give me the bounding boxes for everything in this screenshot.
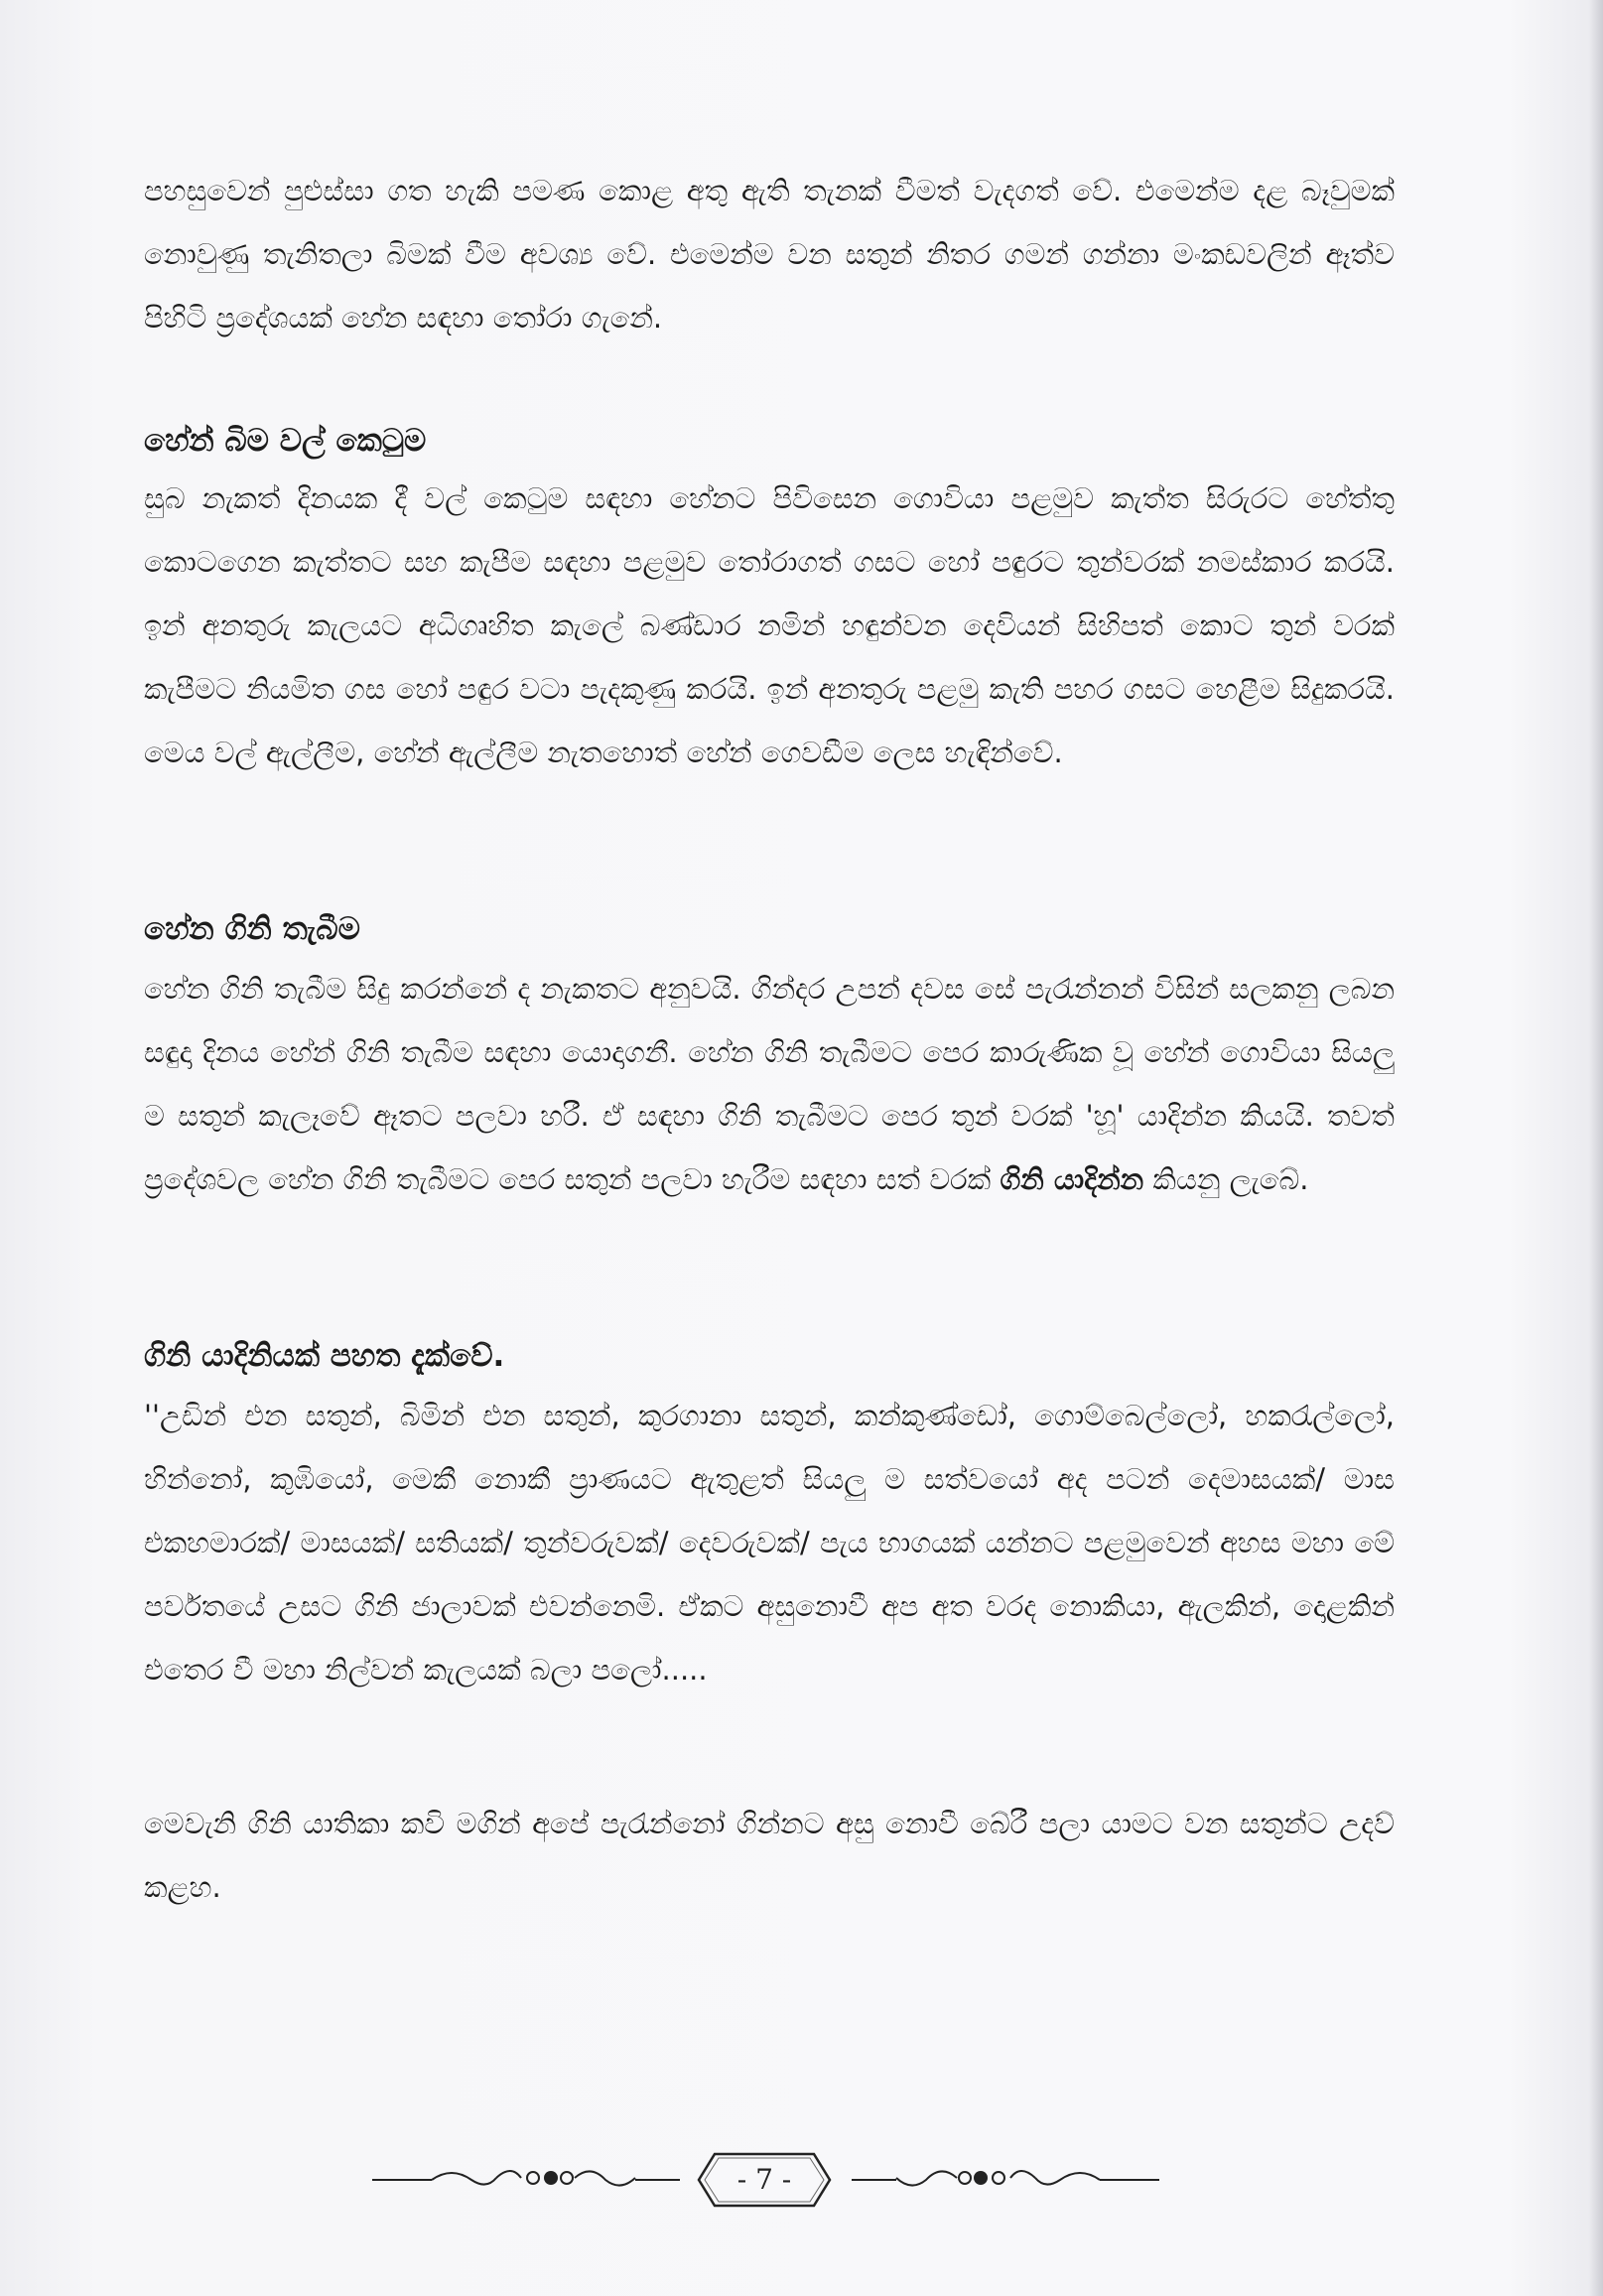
closing-paragraph: මෙවැනි ගිනි යාතිකා කවි මගින් අපේ පැරැන්නෝ ගින්නට අසු නොවී බේරී පලා යාමට වන සතුන්ට උදව් කළහ. [144,1807,1395,1904]
section-heading-burning: හේන ගිනි තැබීම [144,911,360,947]
page-edge-shadow [1589,0,1603,2296]
section-heading-fire-chant: ගිනි යාදිනියක් පහත දැක්වේ. [144,1338,505,1374]
burning-text-part1: හේන ගිනි තැබීම සිදු කරන්නේ ද නැකතට අනුවයි. ගින්දර උපන් දවස සේ පැරැන්නන් විසින් සලකනු ලබන සඳුදා දිනය හේන් ගිනි තැබීම සඳහා යොදාගනී. හේන ගිනි තැබීමට පෙර කාරුණික වූ හේන් ගොවියා සියලු ම සතුන් කැලෑවේ ඈතට පලවා හරී. ඒ සඳහා ගිනි තැබීමට පෙර තුන් වරක් 'හූ' යාදින්න කියයි. තවත් ප්‍රදේශවල හේන ගිනි තැබීමට පෙර සතුන් පලවා හැරීම සඳහා සත් වරක් [144,972,1395,1196]
section-heading-weed-clearing: හේන් බිම වල් කෙටුම [144,423,427,459]
section-body-burning [144,957,1395,1211]
burning-text-part2: කියනු ලැබේ. [1143,1162,1309,1196]
fire-chant-verse: ''උඩින් එන සතුන්, බිමින් එන සතුන්, කුරගානා සතුන්, කන්කුණ්ඩෝ, ගොම්බෙල්ලෝ, හකරැල්ලෝ, හින්නෝ, කුඹියෝ, මෙකී නොකී ප්‍රාණයට ඇතුළත් සියලු ම සත්වයෝ අද පටන් දෙමාසයක්/ මාස එකහමාරක්/ මාසයක්/ සතියක්/ තුන්වරුවක්/ දෙවරුවක්/ පැය භාගයක් යන්නට පළමුවෙන් අහස මහා මේ පර්වතයේ උසට ගිනි ජාලාවක් එවන්නෙමි. ඒකට අසුනොවී අප අත වරද නොකියා, ඇලකින්, දොළකින් එතෙර වී මහා නිල්වන් කැලයක් බලා පලෝ..... [144,1399,1395,1687]
section-body-weed-clearing: සුබ නැකත් දිනයක දී වල් කෙටුම සඳහා හේනට පිවිසෙන ගොවියා පළමුව කැත්ත සිරුරට හේත්තු කොටගෙන කැත්තට සහ කැපීම සඳහා පළමුව තෝරාගත් ගසට හෝ පඳුරට තුන්වරක් නමස්කාර කරයි. ඉන් අනතුරු කැලයට අධිගෘහිත කැලේ බණ්ඩාර නමින් හඳුන්වන දෙවියන් සිහිපත් කොට තුන් වරක් කැපීමට නියමිත ගස හෝ පඳුර වටා පැදකුණු කරයි. ඉන් අනතුරු පළමු කැති පහර ගසට හෙළීම සිදුකරයි. මෙය වල් ඇල්ලීම, හේන් ඇල්ලීම නැතහොත් හේන් ගෙවඩීම ලෙස හැඳින්වේ. [144,481,1395,769]
page-footer [0,2142,1603,2222]
burning-text-bold: ගිනි යාදින්න [1000,1162,1144,1196]
ornament-right-icon [852,2158,1159,2202]
ornament-left-icon [372,2158,680,2202]
intro-paragraph: පහසුවෙන් පුළුස්සා ගත හැකි පමණ කොළ අතු ඇති තැනක් වීමත් වැදගත් වේ. එමෙන්ම දළ බෑවුමක් නොවුණු තැනිතලා බිමක් වීම අවශ්‍ය වේ. එමෙන්ම වන සතුන් නිතර ගමන් ගන්නා මංකඩවලින් ඈත්ව පිහිටි ප්‍රදේශයක් හේන සඳහා තෝරා ගැනේ. [144,174,1395,335]
page-number: - 7 - [736,2163,792,2196]
